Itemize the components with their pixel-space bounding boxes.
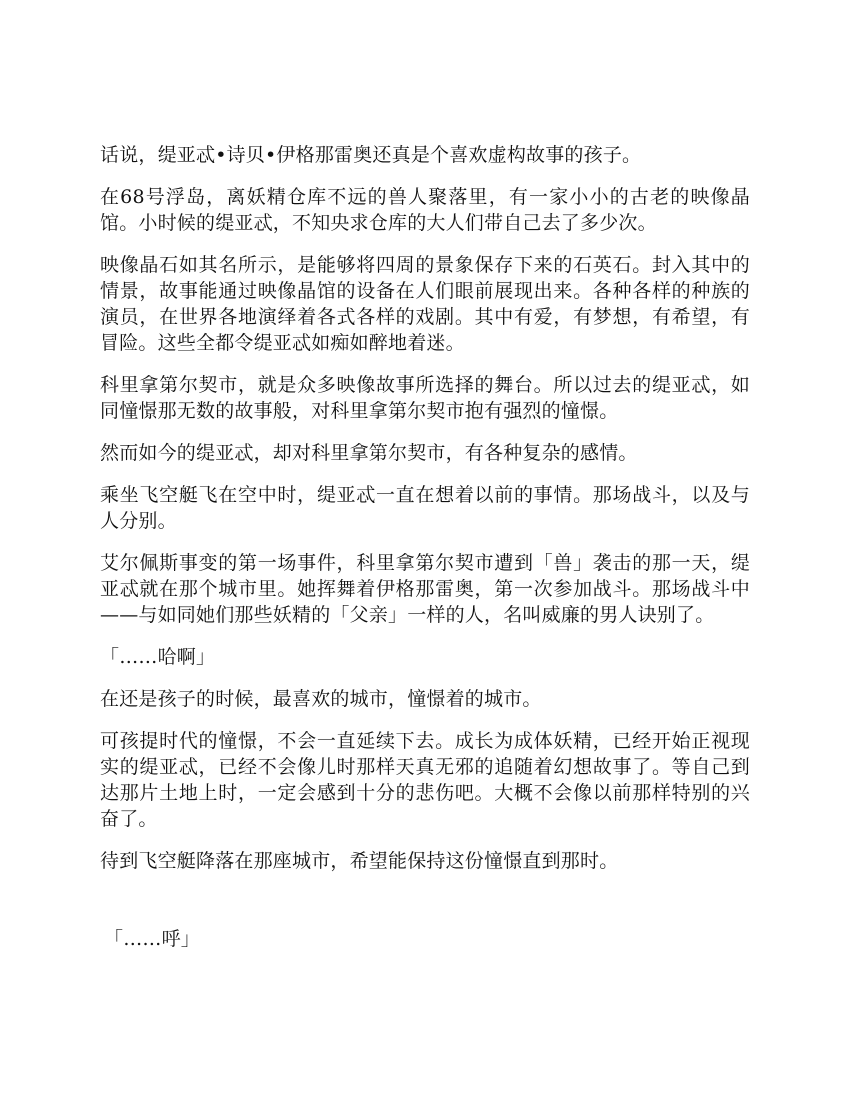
paragraph-2: 在68号浮岛，离妖精仓库不远的兽人聚落里，有一家小小的古老的映像晶馆。小时候的缇亚忒，不知央求仓库的大人们带自己去了多少次。 bbox=[100, 186, 750, 234]
paragraph-8: 「……哈啊」 bbox=[100, 646, 216, 668]
paragraph-3: 映像晶石如其名所示，是能够将四周的景象保存下来的石英石。封入其中的情景，故事能通过映像晶馆的设备在人们眼前展现出来。各种各样的种族的演员，在世界各地演绎着各式各样的戏剧。其中有爱，有梦想，有希望，有冒险。这些全都令缇亚忒如痴如醉地着迷。 bbox=[100, 254, 750, 354]
paragraph-4: 科里拿第尔契市，就是众多映像故事所选择的舞台。所以过去的缇亚忒，如同憧憬那无数的故事般，对科里拿第尔契市抱有强烈的憧憬。 bbox=[100, 374, 750, 422]
paragraph-10: 可孩提时代的憧憬，不会一直延续下去。成长为成体妖精，已经开始正视现实的缇亚忒，已经不会像儿时那样天真无邪的追随着幻想故事了。等自己到达那片土地上时，一定会感到十分的悲伤吧。大概不会像以前那样特别的兴奋了。 bbox=[100, 730, 750, 830]
paragraph-1: 话说，缇亚忒•诗贝•伊格那雷奥还真是个喜欢虚构故事的孩子。 bbox=[100, 144, 642, 166]
document-page bbox=[100, 142, 750, 968]
paragraph-7: 艾尔佩斯事变的第一场事件，科里拿第尔契市遭到「兽」袭击的那一天，缇亚忒就在那个城市里。她挥舞着伊格那雷奥，第一次参加战斗。那场战斗中——与如同她们那些妖精的「父亲」一样的人，名叫威廉的男人诀别了。 bbox=[100, 552, 750, 626]
paragraph-12: 「……呼」 bbox=[104, 928, 201, 950]
paragraph-6: 乘坐飞空艇飞在空中时，缇亚忒一直在想着以前的事情。那场战斗，以及与人分别。 bbox=[100, 484, 750, 532]
paragraph-5: 然而如今的缇亚忒，却对科里拿第尔契市，有各种复杂的感情。 bbox=[100, 442, 638, 464]
paragraph-9: 在还是孩子的时候，最喜欢的城市，憧憬着的城市。 bbox=[100, 688, 542, 710]
paragraph-11: 待到飞空艇降落在那座城市，希望能保持这份憧憬直到那时。 bbox=[100, 850, 619, 872]
